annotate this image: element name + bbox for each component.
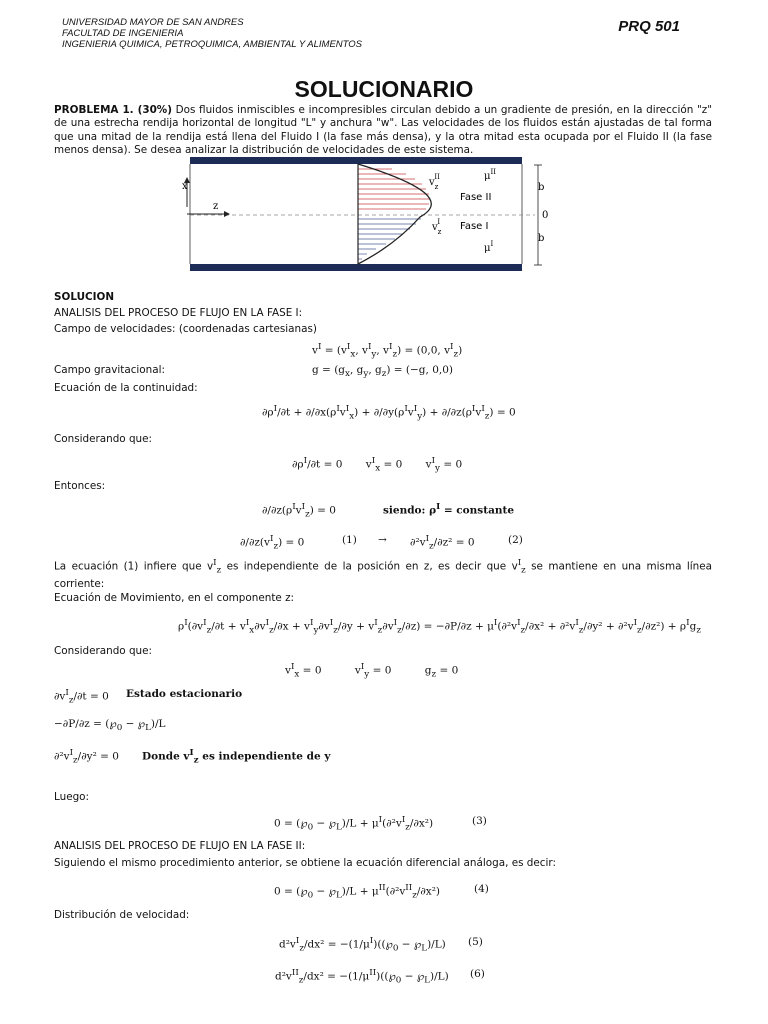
phase2-text: Siguiendo el mismo procedimiento anterior, se obtiene la ecuación diferencial análoga, es decir: [54, 857, 556, 869]
axis-z-label: z [213, 201, 219, 212]
phase1-heading: ANALISIS DEL PROCESO DE FLUJO EN LA FASE I: [54, 307, 303, 319]
rho-constant-note: siendo: $\rho^I$ = constante [383, 502, 515, 517]
inference-paragraph: La ecuación (1) infiere que $v^I_z$ es independiente de la posición en z, es decir que $v^I_z$ se mantiene en una misma línea corriente: [54, 558, 712, 590]
problem-text: Dos fluidos inmiscibles e incompresibles circulan debido a un gradiente de presión, en la dirección "z" de una estrecha rendija horizontal de longitud "L" y anchura "w". Las velocidades de los fluidos están ajustadas de tal forma que una mitad de la rendija está llena del Fluido I (la fase más densa), y la otra mitad esta ocupada por el Fluido II (la fase menos densa). Se desea analizar la distribución de velocidades de este sistema. [54, 104, 712, 157]
y-independence-label: Donde $v^I_z$ es independiente de y [142, 748, 331, 766]
phase-i-label: Fase I [460, 221, 489, 232]
equation-3: $0 = (℘_0$ − $℘_L)/L + \mu^I(\partial^2v^I_z/\partial x^2)$ [274, 815, 434, 833]
course-code: PRQ 501 [618, 18, 680, 35]
equation-1: $\partial/\partial z(v^I_z) = 0$ [240, 534, 305, 552]
velocity-field-equation: $v^I = (v^I_x$, $v^I_y$, $v^I_z) = (0,0$, $v^I_z$) [312, 342, 463, 360]
motion-equation: $\rho^I(\partial v^I_z/\partial t + v^I_x\partial v^I_z/\partial x + v^I_y\partial v^I_z/\partial y + v^I_z\partial v^I_z/\partial z) = -\partial P/\partial z + \mu^I(\partial^2v^I_z/\partial x^2 + \partial^2v^I_z/\partial y^2 + \partial^2v^I_z/\partial z^2) + \rho^Ig_z$ [178, 618, 701, 636]
considering-equations-2: $v^I_x = 0$ $v^I_y = 0$ $g_z = 0$ [285, 662, 459, 680]
faculty-name: FACULTAD DE INGENIERIA [62, 28, 184, 39]
continuity-label: Ecuación de la continuidad: [54, 382, 198, 394]
continuity-equation: $\partial\rho^I/\partial t + \partial/\partial x(\rho^Iv^I_x) + \partial/\partial y(\rho^Iv^I_y) + \partial/\partial z(\rho^Iv^I_z) = 0$ [262, 404, 516, 422]
vz-ii-label: $v_zII$ [429, 173, 440, 191]
gravity-field-label: Campo gravitacional: [54, 364, 166, 376]
bottom-wall [190, 264, 522, 271]
equation-2: $\partial^2v^I_z/\partial z^2 = 0$ [410, 534, 475, 552]
department-name: INGENIERIA QUIMICA, PETROQUIMICA, AMBIENTAL Y ALIMENTOS [62, 39, 363, 50]
equation-3-number: (3) [472, 815, 487, 827]
mu-ii-label: $\mu^{II}$ [484, 168, 497, 182]
solution-heading: SOLUCION [54, 291, 115, 303]
equation-4: $0 = (℘_0$ − $℘_L)/L + \mu^{II}(\partial^2v^{II}_z/\partial x^2)$ [274, 883, 441, 901]
distribution-label: Distribución de velocidad: [54, 909, 190, 921]
phase-ii-label: Fase II [460, 192, 492, 203]
y-independence-equation: $\partial^2v^I_z/\partial y^2 = 0$ [54, 748, 119, 766]
university-name: UNIVERSIDAD MAYOR DE SAN ANDRES [62, 17, 244, 28]
slit-flow-diagram [170, 155, 560, 275]
equation-5: $d^2v^I_z$/dx² = $-(1/\mu^I)((℘_0$ − $℘_L)/L$) [279, 936, 446, 954]
considering-label-2: Considerando que: [54, 645, 153, 657]
origin-label: 0 [542, 210, 549, 221]
considering-equations-1: $\partial\rho^I/\partial t = 0$ $v^I_x = 0$ $v^I_y = 0$ [292, 456, 463, 474]
motion-label: Ecuación de Movimiento, en el componente z: [54, 592, 295, 604]
velocity-field-label: Campo de velocidades: (coordenadas cartesianas) [54, 323, 317, 335]
phase2-heading: ANALISIS DEL PROCESO DE FLUJO EN LA FASE II: [54, 840, 306, 852]
equation-2-number: (2) [508, 534, 523, 546]
problem-label: PROBLEMA 1. (30%) [54, 104, 172, 116]
half-width-upper-label: b [538, 182, 545, 193]
half-width-lower-label: b [538, 233, 545, 244]
equation-6: $d^2v^{II}_z$/dx² = $-(1/\mu^{II})((℘_0$ − $℘_L)/L$) [275, 968, 449, 986]
axis-x-label: x [182, 181, 188, 192]
considering-label-1: Considerando que: [54, 433, 153, 445]
equation-4-number: (4) [474, 883, 489, 895]
mu-i-label: $\mu^I$ [484, 240, 494, 254]
equation-5-number: (5) [468, 936, 483, 948]
equation-1-number: (1) [342, 534, 357, 546]
arrow-symbol: → [378, 534, 387, 546]
vz-i-label: $v_zI$ [432, 218, 442, 236]
equation-6-number: (6) [470, 968, 485, 980]
then-label: Entonces: [54, 480, 106, 492]
gravity-field-equation: $g = (g_x$, $g_y$, $g_z) = (-g$, 0,0) [312, 364, 453, 380]
pressure-gradient-equation: $-\partial P/\partial z = (℘_0$ − $℘_L)/L$ [54, 718, 166, 734]
luego-label: Luego: [54, 791, 90, 803]
then-equation: $\partial/\partial z(\rho^Iv^I_z) = 0$ [262, 502, 336, 520]
page-title: SOLUCIONARIO [294, 76, 474, 102]
top-wall [190, 157, 522, 164]
problem-statement [54, 104, 712, 158]
steady-state-equation: $\partial v^I_z/\partial t = 0$ [54, 688, 109, 706]
steady-state-label: Estado estacionario [126, 688, 243, 700]
